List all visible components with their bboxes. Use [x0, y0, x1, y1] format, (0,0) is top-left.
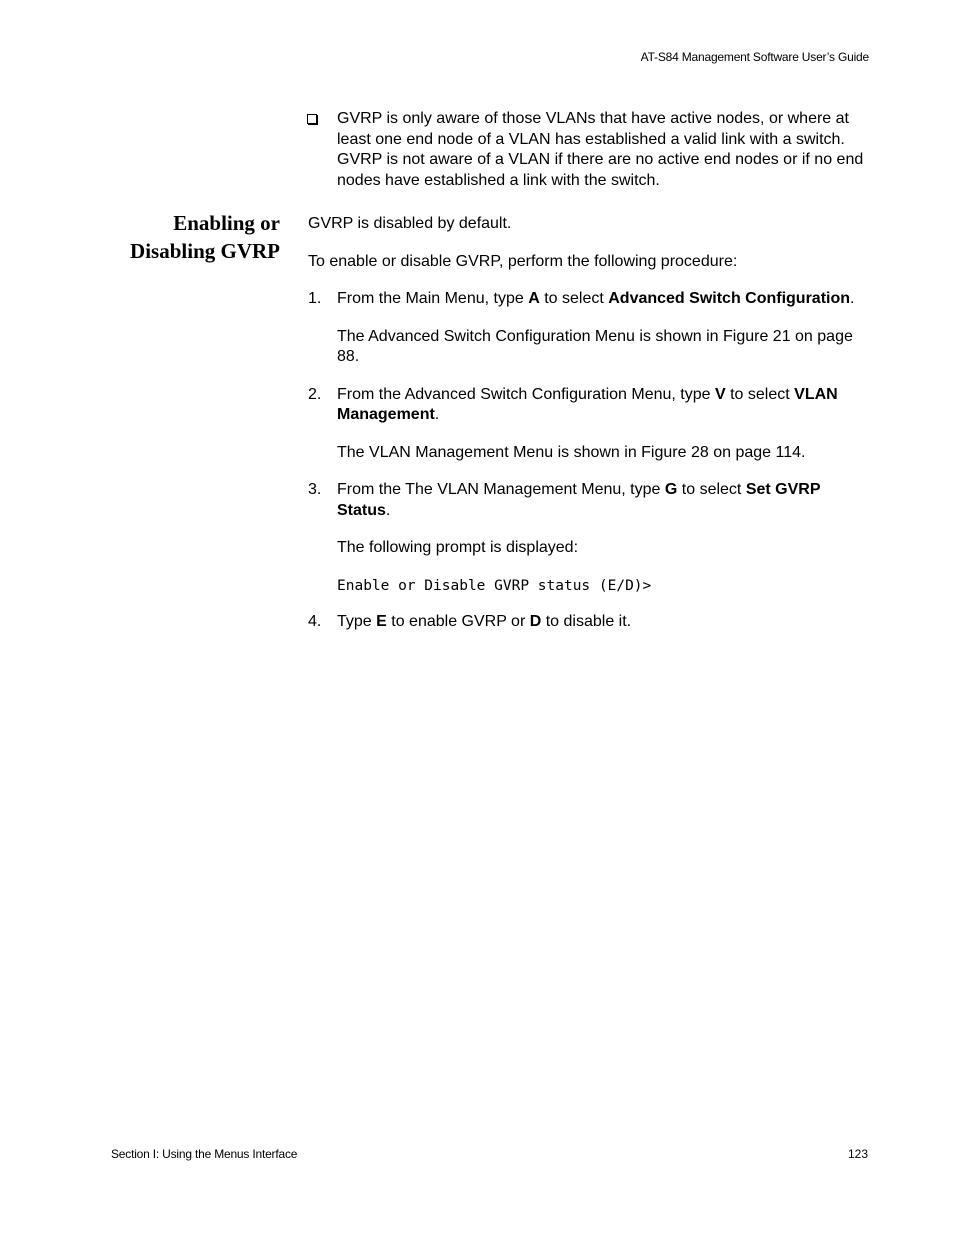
- step-number: 4.: [308, 612, 322, 630]
- step-number: 3.: [308, 481, 322, 498]
- checkbox-bullet-icon: [307, 114, 317, 124]
- step-text: to disable it.: [541, 612, 632, 630]
- prompt-code: Enable or Disable GVRP status (E/D)>: [337, 577, 652, 594]
- step-text: From the Advanced Switch Configuration Menu, type: [337, 385, 715, 403]
- section-heading-line-2: Disabling GVRP: [130, 239, 280, 263]
- section-heading-line-1: Enabling or: [173, 211, 280, 235]
- step-number: 1.: [308, 290, 322, 307]
- step-key: A: [528, 290, 540, 307]
- footer-section-label: Section I: Using the Menus Interface: [111, 1147, 298, 1161]
- step-text: From the The VLAN Management Menu, type: [337, 481, 665, 498]
- step-key: D: [529, 612, 542, 630]
- step-text: .: [850, 290, 855, 307]
- section-body: [308, 214, 870, 632]
- step-text: to select: [539, 290, 609, 307]
- step-menu-option: Advanced Switch Configuration: [608, 290, 851, 307]
- bullet-item: [307, 109, 867, 191]
- step-text: Type: [337, 612, 377, 630]
- step-key: E: [376, 612, 387, 630]
- step-text: to enable GVRP or: [386, 612, 530, 630]
- step-key: G: [664, 481, 678, 498]
- step-number: 2.: [308, 385, 322, 403]
- step-1: [308, 289, 870, 310]
- page-number: 123: [847, 1147, 868, 1161]
- step-3-note: The following prompt is displayed:: [337, 539, 579, 556]
- step-menu-option: Set GVRP Status: [337, 481, 821, 519]
- step-2-note: The VLAN Management Menu is shown in Figure 28 on page 114.: [337, 443, 806, 461]
- step-1-note: The Advanced Switch Configuration Menu is shown in Figure 21 on page 88.: [337, 327, 853, 365]
- bullet-text: GVRP is only aware of those VLANs that have active nodes, or where at least one end node of a VLAN has established a valid link with a switch. GVRP is not aware of a VLAN if there are no active end nodes or if no end nodes have established a link with the switch.: [337, 110, 864, 189]
- step-text: .: [434, 406, 440, 423]
- step-text: .: [385, 501, 391, 519]
- intro-paragraph-2: To enable or disable GVRP, perform the following procedure:: [308, 252, 738, 270]
- step-text: to select: [677, 481, 746, 498]
- intro-paragraph-1: GVRP is disabled by default.: [308, 215, 512, 232]
- section-heading: [100, 209, 280, 265]
- running-header: AT-S84 Management Software User’s Guide: [640, 50, 869, 64]
- step-4: [308, 612, 870, 633]
- step-2: [308, 385, 870, 426]
- step-text: to select: [725, 385, 795, 403]
- step-3: [308, 480, 870, 521]
- step-text: From the Main Menu, type: [337, 290, 529, 307]
- step-menu-option: VLAN Management: [337, 385, 838, 423]
- step-key: V: [714, 385, 726, 403]
